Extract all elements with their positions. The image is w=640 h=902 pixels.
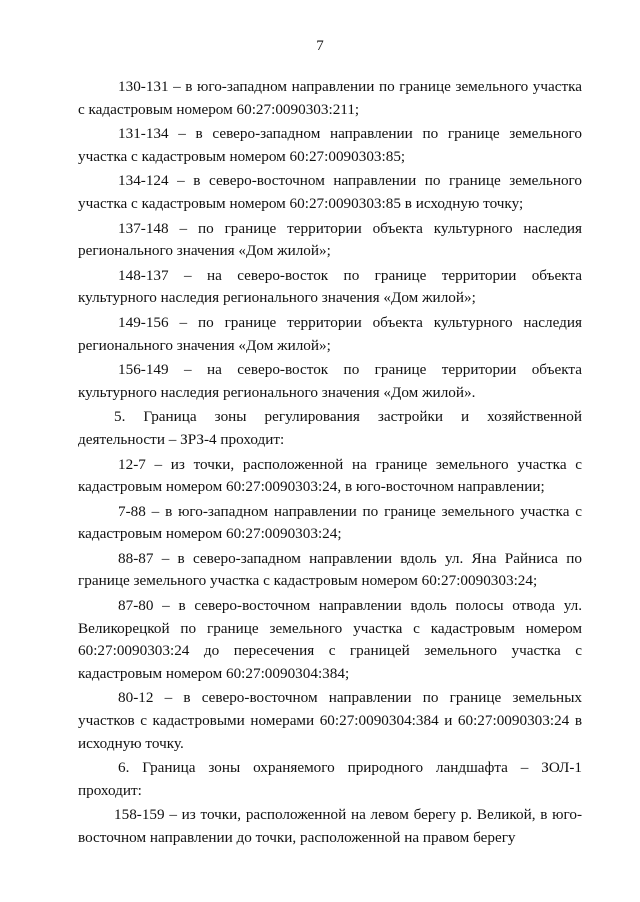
paragraph-88-87: 88-87 – в северо-западном направлении вдоль ул. Яна Райниса по границе земельного участка с кадастровым номером 60:27:0090303:24; xyxy=(78,549,582,590)
paragraph-7-88: 7-88 – в юго-западном направлении по границе земельного участка с кадастровым номером 60:27:0090303:24; xyxy=(78,502,582,543)
paragraph-80-12: 80-12 – в северо-восточном направлении по границе земельных участков с кадастровыми номерами 60:27:0090304:384 и 60:27:0090303:24 в исходную точку. xyxy=(78,689,582,752)
paragraph-12-7: 12-7 – из точки, расположенной на границе земельного участка с кадастровым номером 60:27:0090303:24, в юго-восточном направлении; xyxy=(78,455,582,496)
section-5-heading: 5. Граница зоны регулирования застройки и хозяйственной деятельности – ЗРЗ-4 проходит: xyxy=(78,408,582,448)
paragraph-134-124: 134-124 – в северо-восточном направлении по границе земельного участка с кадастровым номером 60:27:0090303:85 в исходную точку; xyxy=(78,172,582,212)
document-body xyxy=(78,76,582,852)
paragraph-148-137: 148-137 – на северо-восток по границе территории объекта культурного наследия регионального значения «Дом жилой»; xyxy=(78,266,582,307)
page-number: 7 xyxy=(316,38,324,54)
paragraph-130-131: 130-131 – в юго-западном направлении по границе земельного участка с кадастровым номером 60:27:0090303:211; xyxy=(78,78,582,118)
section-6-heading: 6. Граница зоны охраняемого природного ландшафта – ЗОЛ-1 проходит: xyxy=(78,759,582,799)
paragraph-87-80: 87-80 – в северо-восточном направлении вдоль полосы отвода ул. Великорецкой по границе земельного участка с кадастровым номером 60:27:0090303:24 до пересечения с границей земельного участка с кадастровым номером 60:27:0090304:384; xyxy=(78,597,582,682)
paragraph-158-159: 158-159 – из точки, расположенной на левом берегу р. Великой, в юго-восточном направлении до точки, расположенной на правом берегу xyxy=(78,806,582,846)
paragraph-131-134: 131-134 – в северо-западном направлении по границе земельного участка с кадастровым номером 60:27:0090303:85; xyxy=(78,125,582,165)
paragraph-137-148: 137-148 – по границе территории объекта культурного наследия регионального значения «Дом жилой»; xyxy=(78,219,582,260)
paragraph-149-156: 149-156 – по границе территории объекта культурного наследия регионального значения «Дом жилой»; xyxy=(78,313,582,354)
paragraph-156-149: 156-149 – на северо-восток по границе территории объекта культурного наследия регионального значения «Дом жилой». xyxy=(78,361,582,401)
